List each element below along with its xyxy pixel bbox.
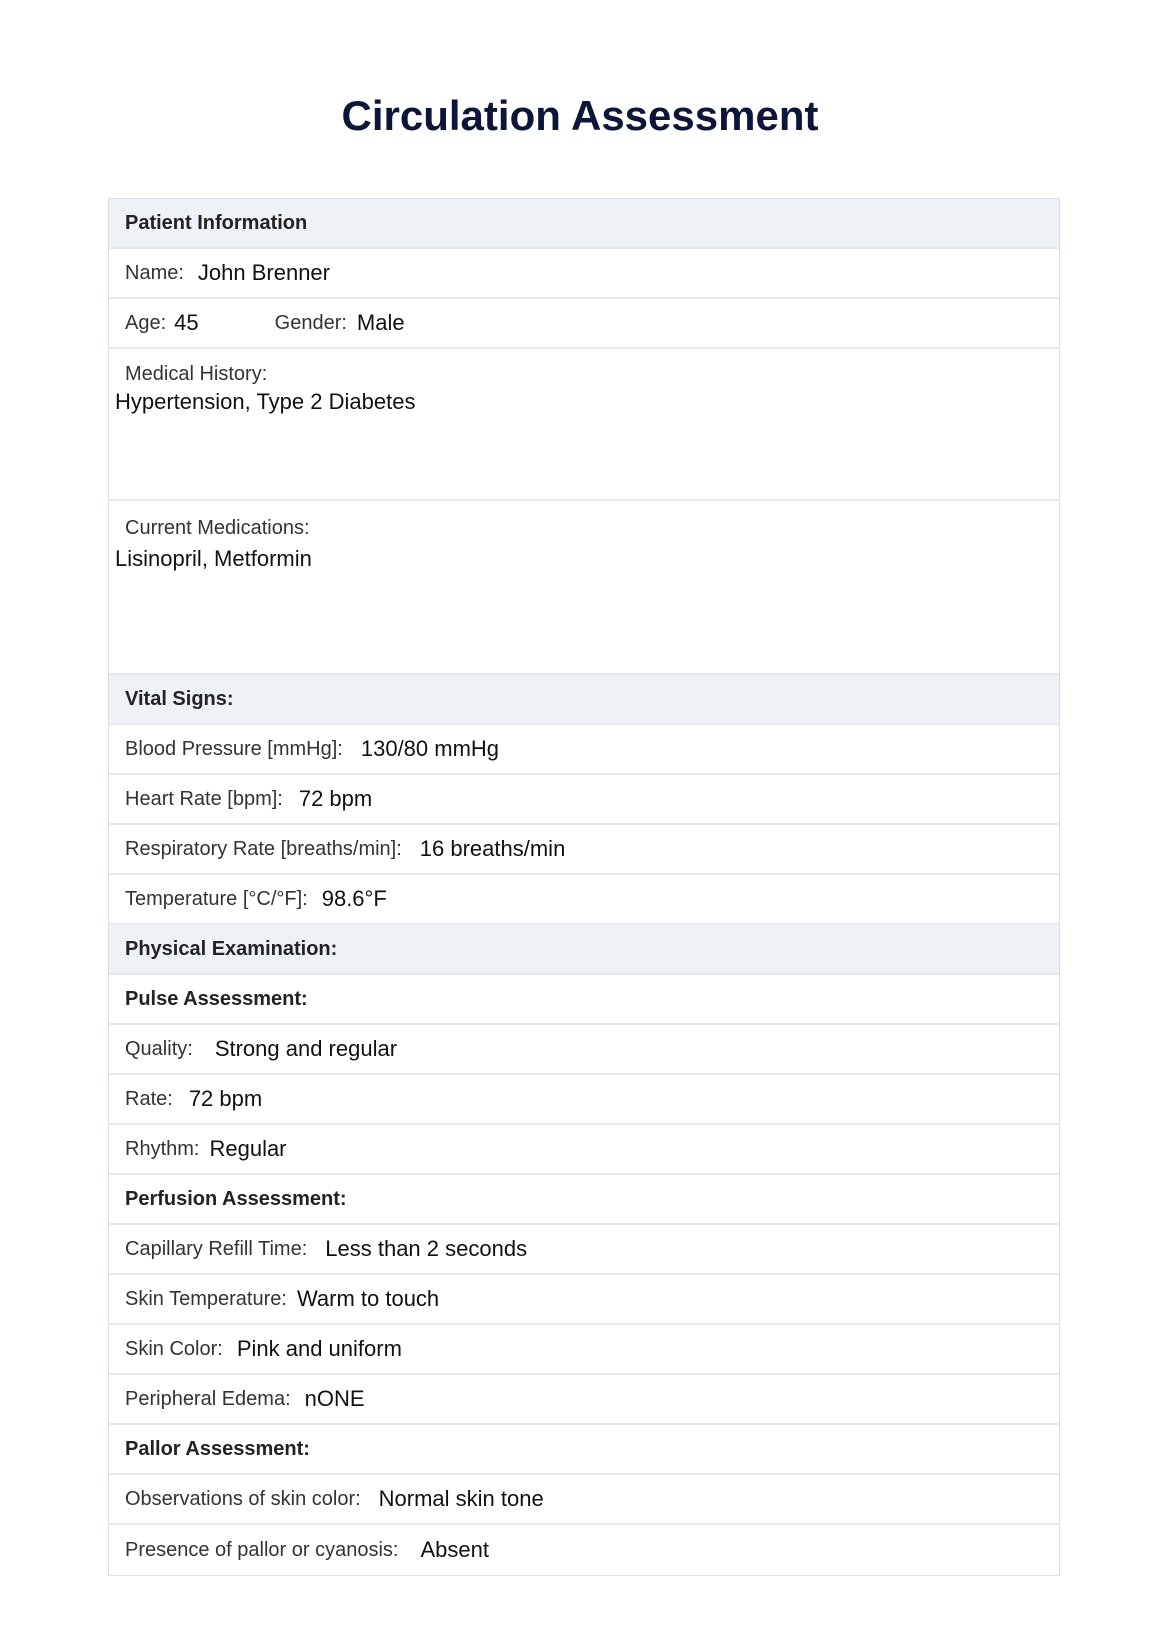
pallor-cyanosis-label: Presence of pallor or cyanosis: [125,1538,399,1561]
medical-history-field[interactable]: Hypertension, Type 2 Diabetes [115,389,416,414]
pulse-rate-row [109,1075,1059,1125]
section-title: Patient Information [125,211,308,234]
gender-label: Gender: [274,311,347,334]
pulse-rhythm-field[interactable]: Regular [209,1136,287,1161]
pulse-rhythm-row [109,1125,1059,1175]
respiratory-rate-label: Respiratory Rate [breaths/min]: [125,837,402,860]
current-medications-field[interactable]: Lisinopril, Metformin [115,546,312,571]
skin-color-observations-field[interactable]: Normal skin tone [378,1486,544,1511]
temperature-row [109,875,1059,925]
peripheral-edema-field[interactable]: nONE [304,1386,365,1411]
pulse-quality-row [109,1025,1059,1075]
subsection-title: Pulse Assessment: [125,987,308,1010]
temperature-label: Temperature [°C/°F]: [125,887,308,910]
page-title: Circulation Assessment [341,92,819,139]
name-row [109,249,1059,299]
section-title: Vital Signs: [125,687,234,710]
section-title: Physical Examination: [125,937,338,960]
skin-color-observations-row [109,1475,1059,1525]
skin-temperature-label: Skin Temperature: [125,1287,287,1310]
age-label: Age: [125,311,167,334]
section-header-patient-information [109,199,1059,249]
heart-rate-label: Heart Rate [bpm]: [125,787,283,810]
age-gender-row [109,299,1059,349]
skin-color-field[interactable]: Pink and uniform [236,1336,402,1361]
skin-temperature-field[interactable]: Warm to touch [296,1286,440,1311]
skin-color-observations-label: Observations of skin color: [125,1487,361,1510]
capillary-refill-label: Capillary Refill Time: [125,1237,308,1260]
pulse-quality-label: Quality: [125,1037,193,1060]
medical-history-label: Medical History: [125,363,268,385]
peripheral-edema-row [109,1375,1059,1425]
medical-history-row [109,349,1059,501]
current-medications-row [109,501,1059,675]
blood-pressure-row [109,725,1059,775]
capillary-refill-row [109,1225,1059,1275]
respiratory-rate-row [109,825,1059,875]
capillary-refill-field[interactable]: Less than 2 seconds [325,1236,528,1261]
pallor-cyanosis-field[interactable]: Absent [420,1537,489,1562]
blood-pressure-label: Blood Pressure [mmHg]: [125,737,343,760]
respiratory-rate-field[interactable]: 16 breaths/min [419,836,566,861]
gender-field[interactable]: Male [356,310,405,335]
pulse-quality-field[interactable]: Strong and regular [214,1036,398,1061]
skin-color-label: Skin Color: [125,1337,223,1360]
pulse-rate-field[interactable]: 72 bpm [188,1086,263,1111]
age-field[interactable]: 45 [174,310,199,335]
section-header-vital-signs [109,675,1059,725]
subsection-perfusion-assessment [109,1175,1059,1225]
temperature-field[interactable]: 98.6°F [321,886,387,911]
subsection-title: Pallor Assessment: [125,1437,310,1460]
name-field[interactable]: John Brenner [197,260,330,285]
subsection-pallor-assessment [109,1425,1059,1475]
skin-color-row [109,1325,1059,1375]
section-header-physical-examination [109,925,1059,975]
assessment-form [108,198,1060,1576]
name-label: Name: [125,261,184,284]
subsection-pulse-assessment [109,975,1059,1025]
heart-rate-row [109,775,1059,825]
peripheral-edema-label: Peripheral Edema: [125,1387,291,1410]
pulse-rate-label: Rate: [125,1087,173,1110]
subsection-title: Perfusion Assessment: [125,1187,347,1210]
blood-pressure-field[interactable]: 130/80 mmHg [360,736,500,761]
pallor-cyanosis-row [109,1525,1059,1575]
current-medications-label: Current Medications: [125,517,310,539]
heart-rate-field[interactable]: 72 bpm [298,786,373,811]
skin-temperature-row [109,1275,1059,1325]
pulse-rhythm-label: Rhythm: [125,1137,200,1160]
